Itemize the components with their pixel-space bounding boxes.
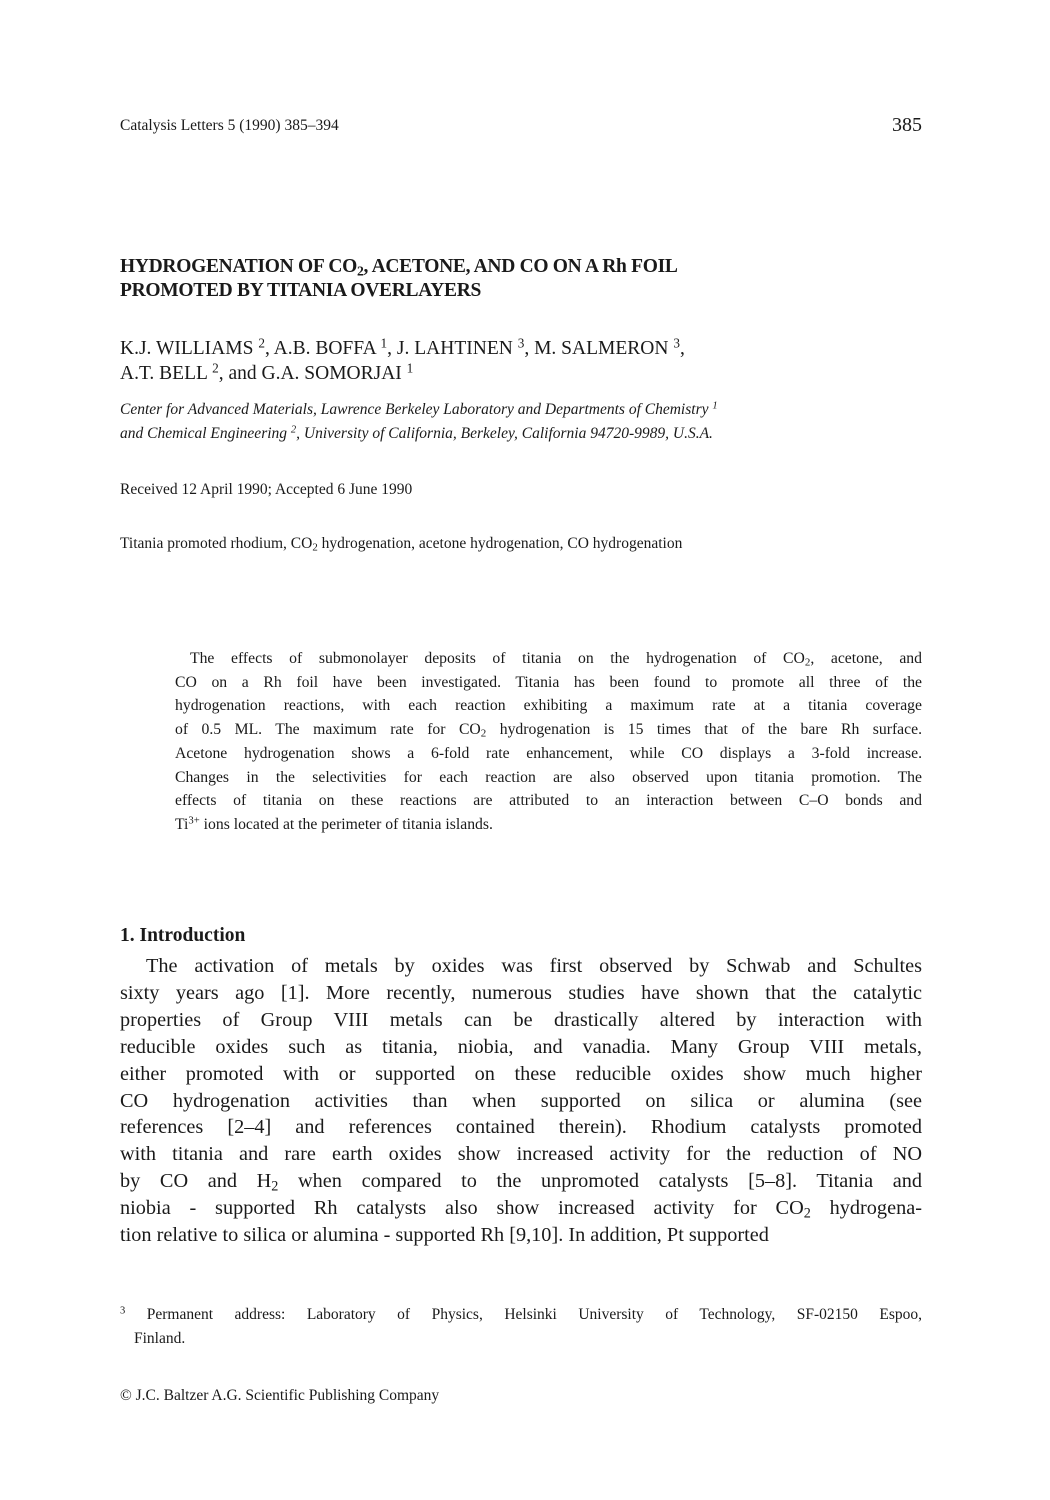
authors-line [120,360,414,385]
received-dates [120,481,412,499]
subscript: 2 [480,727,487,740]
superscript: 2 [212,360,219,376]
text-run: , acetone, and [810,650,922,667]
abstract-line [175,769,922,787]
introduction-line [120,1009,922,1032]
text-run: by CO and H [120,1170,272,1193]
introduction-line [120,1197,922,1220]
abstract-line [190,650,922,668]
introduction-line [120,1090,922,1113]
text-run: © J.C. Baltzer A.G. Scientific Publishing Company [120,1387,440,1404]
footnote-line [120,1306,922,1324]
abstract-line [175,674,922,692]
superscript: 1 [406,360,414,376]
text-run: A.T. BELL [120,363,213,384]
text-run: Acetone hydrogenation shows a 6-fold rate enhancement, while CO displays a 3-fold increase. [175,744,922,762]
abstract-line [175,697,922,715]
introduction-line [120,1036,922,1059]
text-run: Changes in the selectivities for each reaction are also observed upon titania promotion. The [175,768,922,786]
abstract-line [175,745,922,763]
text-run: Finland. [134,1329,186,1347]
subscript: 2 [803,1205,811,1222]
text-run: hydrogena- [810,1197,922,1220]
text-run: CO hydrogenation activities than when supported on silica or alumina (see [120,1089,922,1112]
text-run: niobia - supported Rh catalysts also show increased activity for CO [120,1197,804,1220]
introduction-line [120,1224,769,1247]
text-run: PROMOTED BY TITANIA OVERLAYERS [120,280,482,301]
text-run: The activation of metals by oxides was first observed by Schwab and Schultes [146,955,922,977]
text-run: Ti [175,815,189,833]
section-heading: 1. Introduction [120,925,246,946]
text-run: hydrogenation is 15 times that of the bare Rh surface. [486,721,922,739]
text-run: , and G.A. SOMORJAI [218,363,407,384]
paper-title-line [120,256,678,278]
subscript: 2 [271,1178,279,1195]
text-run: , University of California, Berkeley, California 94720-9989, U.S.A. [296,424,713,442]
authors-line [120,335,685,360]
introduction-line [120,982,922,1005]
affiliation-line [120,401,718,419]
paper-title-line [120,280,481,302]
running-head: Catalysis Letters 5 (1990) 385–394 [120,117,339,134]
superscript: 2 [258,335,265,351]
keywords [120,535,682,553]
text-run: K.J. WILLIAMS [120,338,259,359]
text-run: and Chemical Engineering [120,424,291,442]
text-run: properties of Group VIII metals can be drastically altered by interaction with [120,1008,922,1031]
text-run: Titania promoted rhodium, CO [120,535,313,552]
affiliation-line [120,425,713,443]
superscript: 2 [290,424,297,436]
abstract-line [175,816,493,834]
introduction-line [120,1063,922,1086]
superscript: 1 [712,400,718,412]
introduction-line [146,955,922,978]
text-run: when compared to the unpromoted catalysts [5–8]. Titania and [278,1170,922,1193]
text-run: , ACETONE, AND CO ON A Rh FOIL [363,256,678,277]
introduction-line [120,1170,922,1193]
text-run: of 0.5 ML. The maximum rate for CO [175,721,481,739]
text-run: with titania and rare earth oxides show increased activity for the reduction of NO [120,1143,922,1166]
subscript: 2 [356,263,364,279]
text-run: Received 12 April 1990; Accepted 6 June 1990 [120,481,413,498]
abstract-line [175,792,922,810]
text-run: effects of titania on these reactions are attributed to an interaction between C–O bonds and [175,792,922,810]
subscript: 2 [804,656,811,669]
superscript: 3+ [188,814,200,827]
introduction-line [120,1143,922,1166]
text-run: ions located at the perimeter of titania islands. [199,815,493,833]
copyright-notice [120,1387,439,1405]
text-run: sixty years ago [1]. More recently, numerous studies have shown that the catalytic [120,981,922,1004]
superscript: 3 [120,1305,126,1317]
text-run: either promoted with or supported on these reducible oxides show much higher [120,1062,922,1085]
abstract-line [175,721,922,739]
superscript: 3 [517,335,525,351]
text-run: , J. LAHTINEN [387,338,518,359]
text-run: hydrogenation reactions, with each reaction exhibiting a maximum rate at a titania coverage [175,697,922,715]
text-run: hydrogenation, acetone hydrogenation, CO hydrogenation [317,535,683,552]
text-run: reducible oxides such as titania, niobia, and vanadia. Many Group VIII metals, [120,1035,922,1058]
text-run: Permanent address: Laboratory of Physics, Helsinki University of Technology, SF-02150 Espoo, [125,1306,922,1323]
text-run: , M. SALMERON [524,338,674,359]
superscript: 3 [673,335,680,351]
text-run: , A.B. BOFFA [264,338,381,359]
text-run: The effects of submonolayer deposits of titania on the hydrogenation of CO [190,650,805,667]
subscript: 2 [312,541,318,554]
footnote-line [134,1330,185,1348]
text-run: references [2–4] and references contained therein). Rhodium catalysts promoted [120,1116,922,1139]
introduction-line [120,1116,922,1139]
text-run: CO on a Rh foil have been investigated. Titania has been found to promote all three of the [175,673,922,691]
superscript: 1 [380,335,388,351]
text-run: , [679,338,685,359]
text-run: Center for Advanced Materials, Lawrence Berkeley Laboratory and Departments of Chemistry [120,401,713,418]
page-number: 385 [892,114,922,136]
text-run: HYDROGENATION OF CO [120,256,357,277]
text-run: tion relative to silica or alumina - supported Rh [9,10]. In addition, Pt supported [120,1224,769,1246]
